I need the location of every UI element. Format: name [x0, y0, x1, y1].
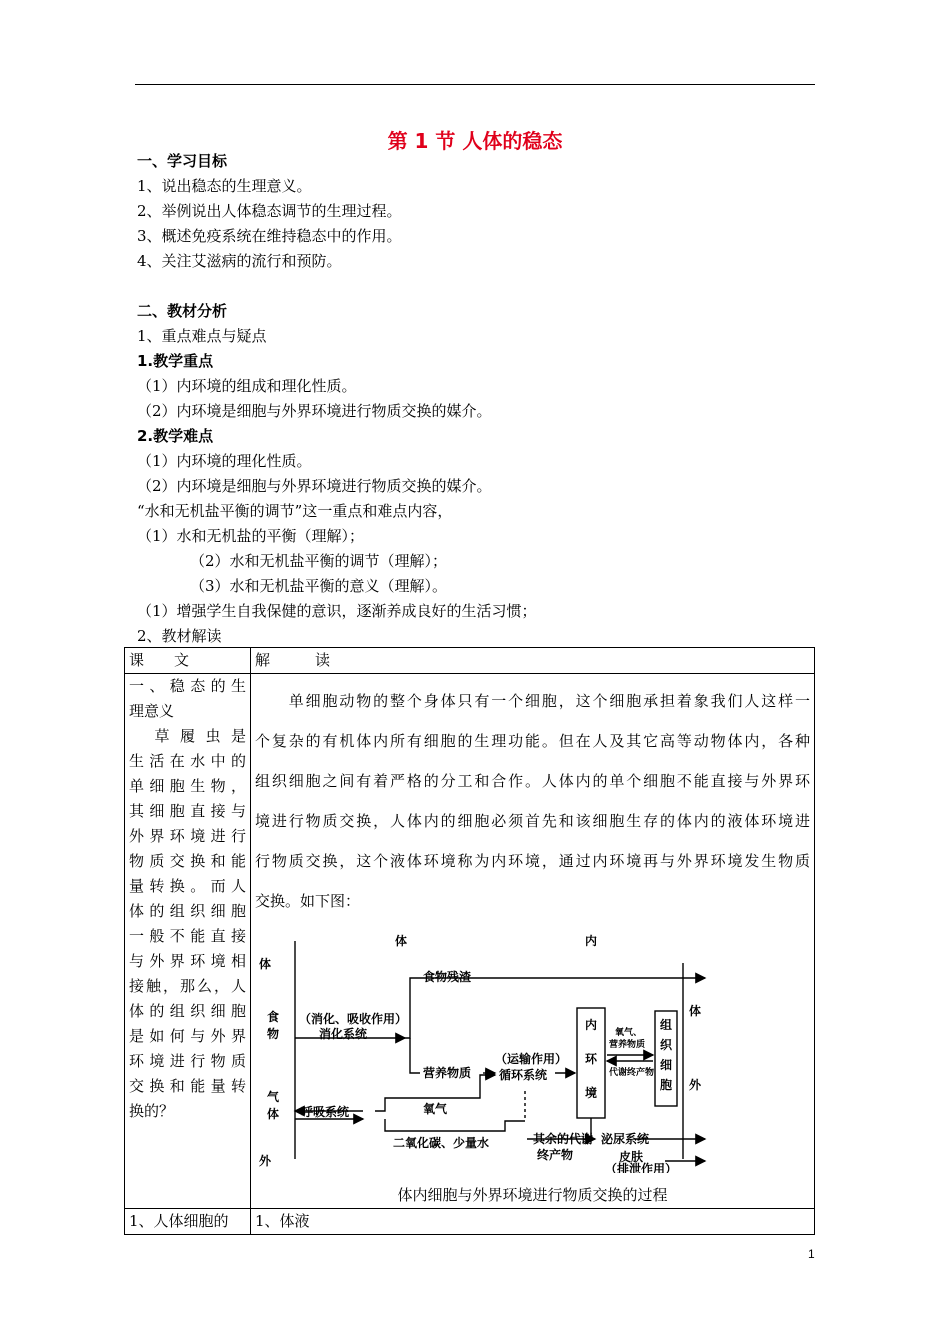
right-cell: 1、体液 — [251, 1209, 815, 1235]
right-cell — [251, 674, 815, 1209]
focus-heading: 1.教学重点 — [137, 352, 214, 370]
diagram-label: 体 — [395, 934, 408, 948]
page-number: 1 — [808, 1247, 815, 1261]
subheading: 2、教材解读 — [137, 627, 222, 645]
diagram-label: 其余的代谢 — [533, 1132, 594, 1146]
section2-heading: 二、教材分析 — [137, 302, 228, 320]
focus-item: （1）内环境的组成和理化性质。 — [137, 377, 357, 395]
objective-item: 1、说出稳态的生理意义。 — [137, 177, 312, 195]
cell-text: 个复杂的有机体内所有细胞的生理功能。但在人及其它高等动物体内，各种 — [255, 732, 810, 750]
diagram-label: 皮肤 — [619, 1150, 644, 1164]
diagram-label: （排泄作用） — [605, 1162, 678, 1173]
diagram-label: 代谢终产物 — [609, 1068, 655, 1078]
diagram-label: 内 — [585, 934, 598, 948]
objective-item: 4、关注艾滋病的流行和预防。 — [137, 252, 342, 270]
header-rule — [135, 84, 815, 85]
diagram-label: 食 — [267, 1010, 280, 1024]
header-text-col: 课 文 — [125, 648, 251, 674]
cell-text: 量转换。而人 — [129, 877, 246, 895]
diagram-label: 泌尿系统 — [601, 1132, 650, 1146]
diagram-label: 织 — [660, 1038, 673, 1052]
textbook-table — [124, 647, 815, 1235]
diagram-label: 体 — [689, 1004, 702, 1018]
cell-text: 环境进行物质 — [129, 1052, 246, 1070]
table-row — [125, 674, 815, 1209]
diagram-label: （消化、吸收作用） — [299, 1012, 408, 1026]
diagram-label: 外 — [259, 1154, 272, 1168]
left-cell — [125, 674, 251, 1209]
diagram-label: 营养物质 — [423, 1066, 472, 1080]
subheading: 1、重点难点与疑点 — [137, 327, 267, 345]
cell-text: 换的？ — [129, 1102, 175, 1120]
exchange-diagram — [255, 933, 715, 1173]
diagram-label: 食物残渣 — [423, 970, 472, 984]
diagram-label: （运输作用） — [495, 1052, 568, 1066]
diagram-label: 氧气 — [423, 1102, 448, 1116]
diagram-caption: 体内细胞与外界环境进行物质交换的过程 — [397, 1186, 668, 1204]
diagram-label: 消化系统 — [319, 1027, 368, 1041]
section1-heading: 一、学习目标 — [137, 152, 228, 170]
diagram-label: 物 — [267, 1027, 280, 1041]
diagram-label: 二氧化碳、少量水 — [393, 1136, 490, 1150]
cell-text: 生活在水中的 — [129, 752, 246, 770]
water-intro: “水和无机盐平衡的调节”这一重点和难点内容， — [137, 502, 453, 520]
cell-text: 体的组织细胞 — [129, 1002, 246, 1020]
diagram-label: 细 — [660, 1058, 673, 1072]
cell-text: 外界环境进行 — [129, 827, 246, 845]
table-row — [125, 1209, 815, 1235]
page-title: 第 1 节 人体的稳态 — [387, 129, 563, 153]
diagram-label: 体 — [259, 957, 272, 971]
diagram-label: 内 — [585, 1018, 598, 1032]
objective-item: 2、举例说出人体稳态调节的生理过程。 — [137, 202, 402, 220]
cell-text: 物质交换和能 — [129, 852, 246, 870]
diagram-label: 体 — [267, 1107, 280, 1121]
diagram-label: 胞 — [660, 1078, 673, 1092]
diagram-label: 气 — [267, 1090, 280, 1104]
cell-text: 接触，那么，人 — [129, 977, 246, 995]
diagram-label: 营养物质 — [609, 1040, 646, 1050]
cell-text: 单细胞生物， — [129, 777, 246, 795]
cell-text: 体的组织细胞 — [129, 902, 246, 920]
water-item: （3）水和无机盐平衡的意义（理解）。 — [190, 577, 448, 595]
cell-text: 一般不能直接 — [129, 927, 246, 945]
diagram-label: 呼吸系统 — [301, 1105, 350, 1119]
cell-text: 单细胞动物的整个身体只有一个细胞，这个细胞承担着象我们人这样一 — [255, 692, 810, 710]
diagram-label: 氧气、 — [615, 1028, 643, 1038]
cell-text: 组织细胞之间有着严格的分工和合作。人体内的单个细胞不能直接与外界环 — [255, 772, 810, 790]
objective-item: 3、概述免疫系统在维持稳态中的作用。 — [137, 227, 402, 245]
water-item: （2）水和无机盐平衡的调节（理解）； — [190, 552, 448, 570]
difficulty-item: （1）内环境的理化性质。 — [137, 452, 312, 470]
goal-item: （1）增强学生自我保健的意识，逐渐养成良好的生活习惯； — [137, 602, 537, 620]
left-cell: 1、人体细胞的 — [125, 1209, 251, 1235]
difficulty-heading: 2.教学难点 — [137, 427, 214, 445]
diagram-label: 环 — [585, 1052, 598, 1066]
header-reading-col: 解 读 — [251, 648, 815, 674]
water-item: （1）水和无机盐的平衡（理解）； — [137, 527, 365, 545]
cell-text: 与外界环境相 — [129, 952, 246, 970]
cell-text: 一、稳态的生 — [129, 677, 246, 695]
cell-text: 境进行物质交换，人体内的细胞必须首先和该细胞生存的体内的液体环境进 — [255, 812, 810, 830]
cell-text: 交换和能量转 — [129, 1077, 246, 1095]
cell-text: 草履虫是 — [129, 727, 246, 745]
cell-text: 行物质交换，这个液体环境称为内环境，通过内环境再与外界环境发生物质 — [255, 852, 810, 870]
diagram-label: 境 — [585, 1086, 598, 1100]
diagram-label: 循环系统 — [499, 1068, 548, 1082]
diagram-label: 终产物 — [537, 1148, 574, 1162]
cell-text: 交换。如下图： — [255, 892, 361, 910]
cell-text: 是如何与外界 — [129, 1027, 246, 1045]
table-header-row — [125, 648, 815, 674]
cell-text: 其细胞直接与 — [129, 802, 246, 820]
diagram-label: 外 — [689, 1078, 702, 1092]
focus-item: （2）内环境是细胞与外界环境进行物质交换的媒介。 — [137, 402, 492, 420]
diagram-label: 组 — [660, 1018, 673, 1032]
cell-text: 理意义 — [129, 702, 175, 720]
difficulty-item: （2）内环境是细胞与外界环境进行物质交换的媒介。 — [137, 477, 492, 495]
